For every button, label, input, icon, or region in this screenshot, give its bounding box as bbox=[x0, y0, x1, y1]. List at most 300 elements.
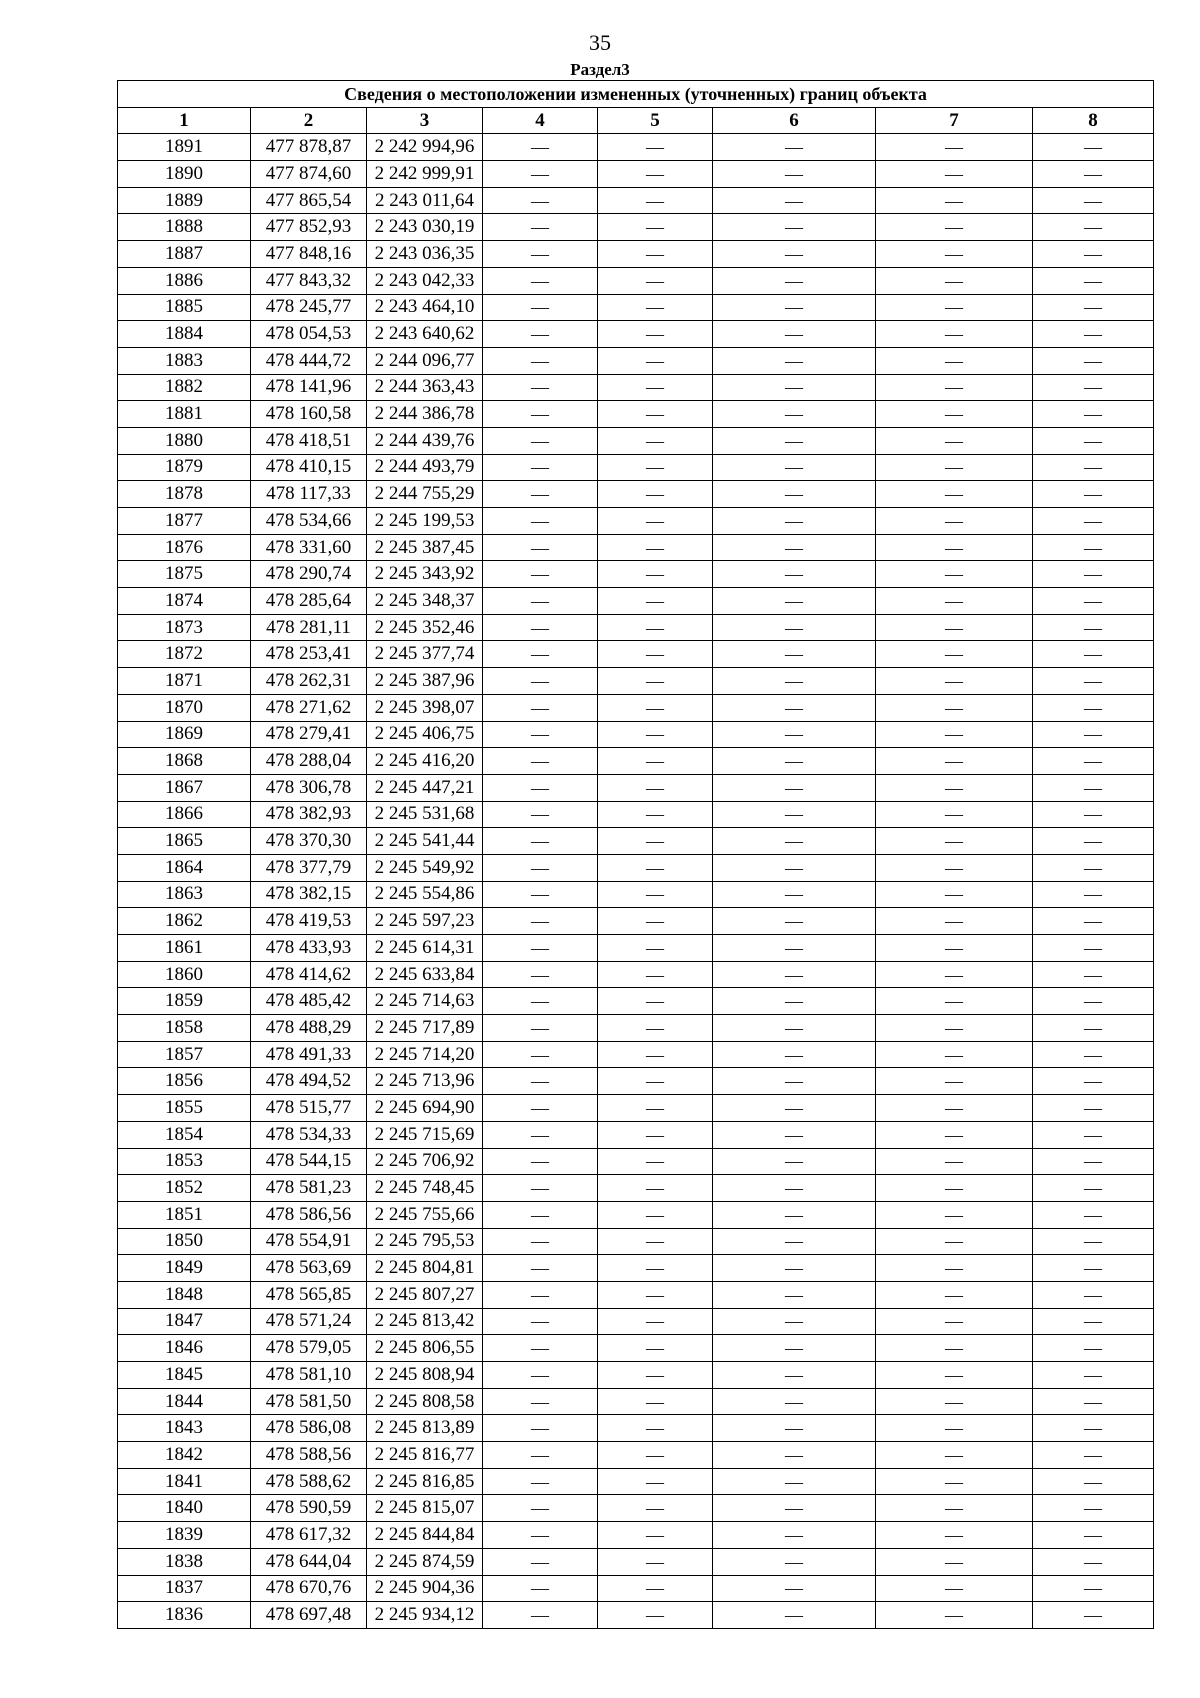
y-coordinate-cell: 2 245 813,89 bbox=[367, 1415, 483, 1442]
y-coordinate-cell: 2 245 804,81 bbox=[367, 1255, 483, 1282]
point-number-cell: 1879 bbox=[118, 454, 251, 481]
x-coordinate-cell: 478 588,56 bbox=[251, 1442, 367, 1469]
empty-cell: — bbox=[876, 1015, 1033, 1042]
y-coordinate-cell: 2 245 614,31 bbox=[367, 935, 483, 962]
column-header-7: 7 bbox=[876, 107, 1033, 134]
empty-cell: — bbox=[1033, 374, 1154, 401]
empty-cell: — bbox=[598, 588, 713, 615]
point-number-cell: 1883 bbox=[118, 347, 251, 374]
empty-cell: — bbox=[483, 1495, 598, 1522]
empty-cell: — bbox=[1033, 1415, 1154, 1442]
column-header-5: 5 bbox=[598, 107, 713, 134]
empty-cell: — bbox=[598, 481, 713, 508]
empty-cell: — bbox=[713, 1015, 876, 1042]
empty-cell: — bbox=[713, 267, 876, 294]
table-row bbox=[118, 321, 1154, 348]
empty-cell: — bbox=[1033, 988, 1154, 1015]
x-coordinate-cell: 478 565,85 bbox=[251, 1281, 367, 1308]
table-row bbox=[118, 828, 1154, 855]
empty-cell: — bbox=[598, 1148, 713, 1175]
y-coordinate-cell: 2 245 713,96 bbox=[367, 1068, 483, 1095]
table-row bbox=[118, 988, 1154, 1015]
empty-cell: — bbox=[876, 267, 1033, 294]
empty-cell: — bbox=[483, 1015, 598, 1042]
point-number-cell: 1868 bbox=[118, 748, 251, 775]
x-coordinate-cell: 478 253,41 bbox=[251, 641, 367, 668]
empty-cell: — bbox=[483, 694, 598, 721]
empty-cell: — bbox=[876, 641, 1033, 668]
empty-cell: — bbox=[1033, 1121, 1154, 1148]
empty-cell: — bbox=[598, 1388, 713, 1415]
point-number-cell: 1861 bbox=[118, 935, 251, 962]
empty-cell: — bbox=[876, 374, 1033, 401]
empty-cell: — bbox=[1033, 748, 1154, 775]
empty-cell: — bbox=[713, 561, 876, 588]
empty-cell: — bbox=[598, 748, 713, 775]
empty-cell: — bbox=[598, 1281, 713, 1308]
empty-cell: — bbox=[483, 641, 598, 668]
point-number-cell: 1841 bbox=[118, 1468, 251, 1495]
point-number-cell: 1836 bbox=[118, 1602, 251, 1629]
empty-cell: — bbox=[876, 241, 1033, 268]
table-body bbox=[118, 134, 1154, 1629]
y-coordinate-cell: 2 245 934,12 bbox=[367, 1602, 483, 1629]
empty-cell: — bbox=[1033, 321, 1154, 348]
empty-cell: — bbox=[876, 828, 1033, 855]
y-coordinate-cell: 2 243 640,62 bbox=[367, 321, 483, 348]
empty-cell: — bbox=[483, 427, 598, 454]
x-coordinate-cell: 477 874,60 bbox=[251, 161, 367, 188]
x-coordinate-cell: 478 534,33 bbox=[251, 1121, 367, 1148]
table-row bbox=[118, 1281, 1154, 1308]
empty-cell: — bbox=[483, 935, 598, 962]
empty-cell: — bbox=[876, 1228, 1033, 1255]
x-coordinate-cell: 478 581,50 bbox=[251, 1388, 367, 1415]
empty-cell: — bbox=[483, 294, 598, 321]
y-coordinate-cell: 2 243 030,19 bbox=[367, 214, 483, 241]
empty-cell: — bbox=[713, 1415, 876, 1442]
empty-cell: — bbox=[598, 801, 713, 828]
empty-cell: — bbox=[483, 508, 598, 535]
column-header-3: 3 bbox=[367, 107, 483, 134]
table-row bbox=[118, 908, 1154, 935]
empty-cell: — bbox=[483, 1228, 598, 1255]
x-coordinate-cell: 478 697,48 bbox=[251, 1602, 367, 1629]
empty-cell: — bbox=[1033, 1228, 1154, 1255]
empty-cell: — bbox=[713, 1548, 876, 1575]
point-number-cell: 1860 bbox=[118, 961, 251, 988]
empty-cell: — bbox=[483, 668, 598, 695]
empty-cell: — bbox=[598, 454, 713, 481]
table-row bbox=[118, 161, 1154, 188]
empty-cell: — bbox=[1033, 161, 1154, 188]
point-number-cell: 1857 bbox=[118, 1041, 251, 1068]
empty-cell: — bbox=[713, 1495, 876, 1522]
empty-cell: — bbox=[483, 1522, 598, 1549]
point-number-cell: 1844 bbox=[118, 1388, 251, 1415]
point-number-cell: 1839 bbox=[118, 1522, 251, 1549]
empty-cell: — bbox=[876, 614, 1033, 641]
point-number-cell: 1867 bbox=[118, 774, 251, 801]
empty-cell: — bbox=[713, 427, 876, 454]
empty-cell: — bbox=[876, 1442, 1033, 1469]
empty-cell: — bbox=[1033, 1495, 1154, 1522]
empty-cell: — bbox=[876, 1308, 1033, 1335]
empty-cell: — bbox=[1033, 1281, 1154, 1308]
y-coordinate-cell: 2 245 844,84 bbox=[367, 1522, 483, 1549]
table-row bbox=[118, 881, 1154, 908]
empty-cell: — bbox=[598, 267, 713, 294]
y-coordinate-cell: 2 243 042,33 bbox=[367, 267, 483, 294]
empty-cell: — bbox=[876, 1575, 1033, 1602]
x-coordinate-cell: 477 852,93 bbox=[251, 214, 367, 241]
table-row bbox=[118, 588, 1154, 615]
x-coordinate-cell: 478 285,64 bbox=[251, 588, 367, 615]
point-number-cell: 1882 bbox=[118, 374, 251, 401]
empty-cell: — bbox=[483, 1255, 598, 1282]
empty-cell: — bbox=[1033, 1548, 1154, 1575]
point-number-cell: 1871 bbox=[118, 668, 251, 695]
empty-cell: — bbox=[598, 935, 713, 962]
empty-cell: — bbox=[876, 668, 1033, 695]
empty-cell: — bbox=[483, 854, 598, 881]
table-row bbox=[118, 641, 1154, 668]
y-coordinate-cell: 2 245 748,45 bbox=[367, 1175, 483, 1202]
x-coordinate-cell: 478 271,62 bbox=[251, 694, 367, 721]
empty-cell: — bbox=[483, 267, 598, 294]
x-coordinate-cell: 478 644,04 bbox=[251, 1548, 367, 1575]
empty-cell: — bbox=[598, 721, 713, 748]
x-coordinate-cell: 478 488,29 bbox=[251, 1015, 367, 1042]
empty-cell: — bbox=[1033, 1148, 1154, 1175]
empty-cell: — bbox=[1033, 1388, 1154, 1415]
empty-cell: — bbox=[598, 401, 713, 428]
table-row bbox=[118, 347, 1154, 374]
empty-cell: — bbox=[483, 774, 598, 801]
empty-cell: — bbox=[876, 187, 1033, 214]
empty-cell: — bbox=[483, 748, 598, 775]
empty-cell: — bbox=[1033, 1602, 1154, 1629]
empty-cell: — bbox=[876, 1255, 1033, 1282]
empty-cell: — bbox=[598, 961, 713, 988]
table-row bbox=[118, 1602, 1154, 1629]
empty-cell: — bbox=[483, 481, 598, 508]
empty-cell: — bbox=[483, 1468, 598, 1495]
table-row bbox=[118, 801, 1154, 828]
x-coordinate-cell: 478 617,32 bbox=[251, 1522, 367, 1549]
table-row bbox=[118, 1175, 1154, 1202]
empty-cell: — bbox=[598, 347, 713, 374]
empty-cell: — bbox=[483, 881, 598, 908]
empty-cell: — bbox=[1033, 1015, 1154, 1042]
y-coordinate-cell: 2 245 755,66 bbox=[367, 1201, 483, 1228]
x-coordinate-cell: 478 382,93 bbox=[251, 801, 367, 828]
empty-cell: — bbox=[876, 1041, 1033, 1068]
empty-cell: — bbox=[876, 694, 1033, 721]
empty-cell: — bbox=[876, 988, 1033, 1015]
empty-cell: — bbox=[1033, 1068, 1154, 1095]
point-number-cell: 1864 bbox=[118, 854, 251, 881]
empty-cell: — bbox=[598, 1041, 713, 1068]
empty-cell: — bbox=[483, 561, 598, 588]
x-coordinate-cell: 478 534,66 bbox=[251, 508, 367, 535]
empty-cell: — bbox=[876, 774, 1033, 801]
x-coordinate-cell: 478 433,93 bbox=[251, 935, 367, 962]
empty-cell: — bbox=[598, 1362, 713, 1389]
y-coordinate-cell: 2 245 387,45 bbox=[367, 534, 483, 561]
empty-cell: — bbox=[1033, 1522, 1154, 1549]
y-coordinate-cell: 2 245 808,58 bbox=[367, 1388, 483, 1415]
empty-cell: — bbox=[713, 1442, 876, 1469]
x-coordinate-cell: 478 586,08 bbox=[251, 1415, 367, 1442]
table-row bbox=[118, 1442, 1154, 1469]
empty-cell: — bbox=[876, 1468, 1033, 1495]
table-row bbox=[118, 427, 1154, 454]
empty-cell: — bbox=[713, 134, 876, 161]
empty-cell: — bbox=[713, 801, 876, 828]
empty-cell: — bbox=[876, 161, 1033, 188]
x-coordinate-cell: 478 491,33 bbox=[251, 1041, 367, 1068]
point-number-cell: 1886 bbox=[118, 267, 251, 294]
x-coordinate-cell: 478 054,53 bbox=[251, 321, 367, 348]
y-coordinate-cell: 2 245 717,89 bbox=[367, 1015, 483, 1042]
empty-cell: — bbox=[483, 134, 598, 161]
x-coordinate-cell: 478 377,79 bbox=[251, 854, 367, 881]
empty-cell: — bbox=[483, 908, 598, 935]
empty-cell: — bbox=[598, 1308, 713, 1335]
empty-cell: — bbox=[1033, 1201, 1154, 1228]
empty-cell: — bbox=[483, 321, 598, 348]
empty-cell: — bbox=[713, 1522, 876, 1549]
empty-cell: — bbox=[1033, 1335, 1154, 1362]
empty-cell: — bbox=[598, 1121, 713, 1148]
empty-cell: — bbox=[876, 881, 1033, 908]
empty-cell: — bbox=[876, 1121, 1033, 1148]
column-header-6: 6 bbox=[713, 107, 876, 134]
x-coordinate-cell: 478 590,59 bbox=[251, 1495, 367, 1522]
y-coordinate-cell: 2 245 816,85 bbox=[367, 1468, 483, 1495]
table-row bbox=[118, 561, 1154, 588]
empty-cell: — bbox=[713, 641, 876, 668]
empty-cell: — bbox=[1033, 187, 1154, 214]
table-row bbox=[118, 1121, 1154, 1148]
empty-cell: — bbox=[713, 374, 876, 401]
empty-cell: — bbox=[483, 1388, 598, 1415]
y-coordinate-cell: 2 245 807,27 bbox=[367, 1281, 483, 1308]
empty-cell: — bbox=[713, 881, 876, 908]
empty-cell: — bbox=[713, 1201, 876, 1228]
point-number-cell: 1850 bbox=[118, 1228, 251, 1255]
empty-cell: — bbox=[1033, 774, 1154, 801]
point-number-cell: 1843 bbox=[118, 1415, 251, 1442]
point-number-cell: 1840 bbox=[118, 1495, 251, 1522]
empty-cell: — bbox=[713, 1255, 876, 1282]
point-number-cell: 1863 bbox=[118, 881, 251, 908]
empty-cell: — bbox=[876, 721, 1033, 748]
empty-cell: — bbox=[876, 561, 1033, 588]
point-number-cell: 1890 bbox=[118, 161, 251, 188]
empty-cell: — bbox=[876, 935, 1033, 962]
table-row bbox=[118, 668, 1154, 695]
empty-cell: — bbox=[598, 614, 713, 641]
x-coordinate-cell: 477 848,16 bbox=[251, 241, 367, 268]
x-coordinate-cell: 478 579,05 bbox=[251, 1335, 367, 1362]
table-row bbox=[118, 294, 1154, 321]
empty-cell: — bbox=[876, 1095, 1033, 1122]
empty-cell: — bbox=[876, 481, 1033, 508]
empty-cell: — bbox=[1033, 961, 1154, 988]
x-coordinate-cell: 478 581,10 bbox=[251, 1362, 367, 1389]
empty-cell: — bbox=[713, 588, 876, 615]
empty-cell: — bbox=[713, 1335, 876, 1362]
y-coordinate-cell: 2 245 377,74 bbox=[367, 641, 483, 668]
table-row bbox=[118, 1308, 1154, 1335]
table-row bbox=[118, 854, 1154, 881]
empty-cell: — bbox=[713, 614, 876, 641]
table-row bbox=[118, 1548, 1154, 1575]
y-coordinate-cell: 2 245 447,21 bbox=[367, 774, 483, 801]
empty-cell: — bbox=[483, 828, 598, 855]
empty-cell: — bbox=[713, 214, 876, 241]
empty-cell: — bbox=[598, 534, 713, 561]
coordinates-table bbox=[117, 80, 1154, 1629]
empty-cell: — bbox=[1033, 1041, 1154, 1068]
empty-cell: — bbox=[483, 1362, 598, 1389]
point-number-cell: 1870 bbox=[118, 694, 251, 721]
table-row bbox=[118, 1335, 1154, 1362]
empty-cell: — bbox=[598, 1201, 713, 1228]
empty-cell: — bbox=[713, 1468, 876, 1495]
x-coordinate-cell: 478 571,24 bbox=[251, 1308, 367, 1335]
x-coordinate-cell: 478 586,56 bbox=[251, 1201, 367, 1228]
empty-cell: — bbox=[876, 1175, 1033, 1202]
table-row bbox=[118, 721, 1154, 748]
x-coordinate-cell: 477 865,54 bbox=[251, 187, 367, 214]
column-header-1: 1 bbox=[118, 107, 251, 134]
point-number-cell: 1865 bbox=[118, 828, 251, 855]
x-coordinate-cell: 478 419,53 bbox=[251, 908, 367, 935]
x-coordinate-cell: 478 670,76 bbox=[251, 1575, 367, 1602]
table-row bbox=[118, 1575, 1154, 1602]
x-coordinate-cell: 478 262,31 bbox=[251, 668, 367, 695]
empty-cell: — bbox=[713, 1388, 876, 1415]
table-row bbox=[118, 961, 1154, 988]
empty-cell: — bbox=[1033, 614, 1154, 641]
empty-cell: — bbox=[713, 721, 876, 748]
point-number-cell: 1889 bbox=[118, 187, 251, 214]
empty-cell: — bbox=[713, 1575, 876, 1602]
table-row bbox=[118, 748, 1154, 775]
empty-cell: — bbox=[483, 721, 598, 748]
x-coordinate-cell: 478 117,33 bbox=[251, 481, 367, 508]
point-number-cell: 1875 bbox=[118, 561, 251, 588]
empty-cell: — bbox=[1033, 401, 1154, 428]
empty-cell: — bbox=[483, 801, 598, 828]
x-coordinate-cell: 478 494,52 bbox=[251, 1068, 367, 1095]
empty-cell: — bbox=[1033, 214, 1154, 241]
empty-cell: — bbox=[483, 1415, 598, 1442]
empty-cell: — bbox=[598, 161, 713, 188]
point-number-cell: 1874 bbox=[118, 588, 251, 615]
empty-cell: — bbox=[713, 988, 876, 1015]
y-coordinate-cell: 2 244 755,29 bbox=[367, 481, 483, 508]
empty-cell: — bbox=[598, 321, 713, 348]
y-coordinate-cell: 2 244 439,76 bbox=[367, 427, 483, 454]
empty-cell: — bbox=[598, 1548, 713, 1575]
empty-cell: — bbox=[483, 1548, 598, 1575]
y-coordinate-cell: 2 245 715,69 bbox=[367, 1121, 483, 1148]
empty-cell: — bbox=[598, 1068, 713, 1095]
x-coordinate-cell: 478 331,60 bbox=[251, 534, 367, 561]
table-row bbox=[118, 935, 1154, 962]
y-coordinate-cell: 2 242 994,96 bbox=[367, 134, 483, 161]
table-row bbox=[118, 401, 1154, 428]
point-number-cell: 1838 bbox=[118, 1548, 251, 1575]
empty-cell: — bbox=[598, 1228, 713, 1255]
y-coordinate-cell: 2 245 714,20 bbox=[367, 1041, 483, 1068]
table-row bbox=[118, 214, 1154, 241]
y-coordinate-cell: 2 245 795,53 bbox=[367, 1228, 483, 1255]
empty-cell: — bbox=[1033, 828, 1154, 855]
empty-cell: — bbox=[876, 961, 1033, 988]
y-coordinate-cell: 2 245 816,77 bbox=[367, 1442, 483, 1469]
empty-cell: — bbox=[483, 401, 598, 428]
empty-cell: — bbox=[483, 1041, 598, 1068]
empty-cell: — bbox=[483, 1575, 598, 1602]
y-coordinate-cell: 2 245 633,84 bbox=[367, 961, 483, 988]
x-coordinate-cell: 478 563,69 bbox=[251, 1255, 367, 1282]
empty-cell: — bbox=[713, 321, 876, 348]
empty-cell: — bbox=[876, 508, 1033, 535]
empty-cell: — bbox=[876, 294, 1033, 321]
empty-cell: — bbox=[876, 1602, 1033, 1629]
empty-cell: — bbox=[483, 1335, 598, 1362]
y-coordinate-cell: 2 244 493,79 bbox=[367, 454, 483, 481]
empty-cell: — bbox=[876, 401, 1033, 428]
empty-cell: — bbox=[598, 241, 713, 268]
empty-cell: — bbox=[713, 1362, 876, 1389]
table-row bbox=[118, 534, 1154, 561]
empty-cell: — bbox=[713, 668, 876, 695]
empty-cell: — bbox=[483, 1068, 598, 1095]
x-coordinate-cell: 478 279,41 bbox=[251, 721, 367, 748]
table-row bbox=[118, 1468, 1154, 1495]
empty-cell: — bbox=[598, 694, 713, 721]
empty-cell: — bbox=[483, 241, 598, 268]
empty-cell: — bbox=[713, 1308, 876, 1335]
y-coordinate-cell: 2 245 541,44 bbox=[367, 828, 483, 855]
y-coordinate-cell: 2 245 904,36 bbox=[367, 1575, 483, 1602]
x-coordinate-cell: 478 515,77 bbox=[251, 1095, 367, 1122]
empty-cell: — bbox=[598, 1522, 713, 1549]
point-number-cell: 1848 bbox=[118, 1281, 251, 1308]
point-number-cell: 1869 bbox=[118, 721, 251, 748]
empty-cell: — bbox=[598, 988, 713, 1015]
empty-cell: — bbox=[1033, 854, 1154, 881]
point-number-cell: 1851 bbox=[118, 1201, 251, 1228]
empty-cell: — bbox=[713, 828, 876, 855]
point-number-cell: 1845 bbox=[118, 1362, 251, 1389]
point-number-cell: 1888 bbox=[118, 214, 251, 241]
table-row bbox=[118, 241, 1154, 268]
empty-cell: — bbox=[1033, 908, 1154, 935]
point-number-cell: 1852 bbox=[118, 1175, 251, 1202]
empty-cell: — bbox=[713, 694, 876, 721]
empty-cell: — bbox=[598, 908, 713, 935]
empty-cell: — bbox=[483, 187, 598, 214]
empty-cell: — bbox=[483, 1442, 598, 1469]
y-coordinate-cell: 2 245 352,46 bbox=[367, 614, 483, 641]
